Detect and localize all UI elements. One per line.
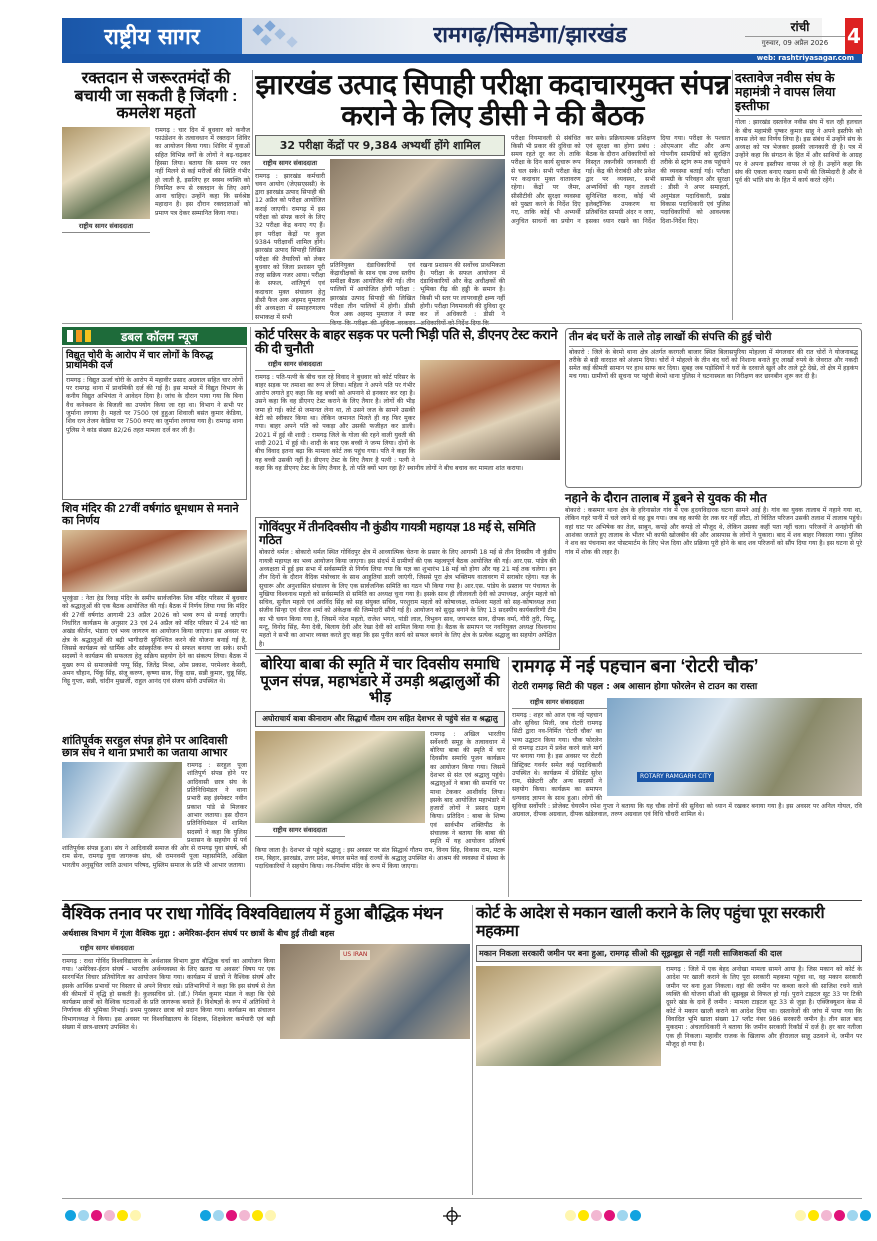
byline: राष्ट्रीय सागर संवाददाता [255, 826, 345, 837]
subheadline: अर्थशास्त्र विभाग में गूंजा वैश्विक मुद्दा : अमेरिका-ईरान संघर्ष पर छात्रों के बीच हुई तीखी बहस [62, 928, 335, 938]
byline: राष्ट्रीय सागर संवाददाता [255, 159, 325, 170]
headline: कोर्ट परिसर के बाहर सड़क पर पत्नी भिड़ी पति से, डीएनए टेस्ट कराने की दी चुनौती [255, 327, 558, 357]
flag-icon [85, 330, 91, 342]
article-body-wrap [62, 944, 470, 1033]
headline: कोर्ट के आदेश से मकान खाली कराने के लिए पहुंचा पूरा सरकारी महकमा [476, 905, 825, 940]
article-sarhul [62, 735, 247, 897]
photo-temple-meeting [62, 530, 247, 592]
article-body-col2: प्रतिनियुक्त दंडाधिकारियों एवं केंद्राधीक्षकों के साथ एक उच्च स्तरीय समीक्षा बैठक आयोजित की गई। तीन पालियों में आयोजित होगी परीक्षा : झारखंड उत्पाद सिपाही की लिखित परीक्षा तीन पालियों में होगी। डीसी फैज अक अहमद मुमताज ने स्पष्ट रखना प्रशासन की सर्वोच्च प्राथमिकता है। परीक्षा के सफल आयोजन में दंडाधिकारियों और केंद्र अधीक्षकों की भूमिका रीढ़ की हड्डी के समान है। किसी भी स्तर पर लापरवाही क्षम्य नहीं होगी। परीक्षा नियमावली की दुविधा दूर कर लें अधिकारी : डीसी ने [330, 261, 505, 319]
article-house-eviction [476, 905, 862, 1195]
headline: गोविंदपुर में तीनदिवसीय नौ कुंडीय गायत्री महायज्ञ 18 मई से, समिति गठित [259, 520, 536, 548]
article-body-wrap [255, 731, 505, 872]
headline: बोरिया बाबा की स्मृति में चार दिवसीय समाधि पूजन संपन्न, महाभंडारे में उमड़ी श्रद्धालुओं की भीड़ [260, 656, 500, 706]
article-left-block [255, 135, 505, 335]
headline: रामगढ़ में नई पहचान बना ‘रोटरी चौक’ [512, 656, 759, 676]
banner-label: डबल कॉलम न्यूज [121, 329, 198, 344]
article-body-wrap [512, 698, 862, 820]
photo-court-dispute [420, 360, 560, 460]
article-house-theft [565, 328, 862, 488]
subheadline: 32 परीक्षा केंद्रों पर 9,384 अभ्यर्थी होंगे शामिल [255, 135, 505, 156]
photo-samadhi-pujan [255, 731, 425, 823]
page-number-badge: 4 [845, 18, 863, 54]
headline: शिव मंदिर की 27वीं वर्षगांठ धूमधाम से मनाने का निर्णय [62, 503, 239, 528]
subheadline: अघोराचार्य बाबा कीनाराम और सिद्धार्थ गौतम राम सहित देशभर से पहुंचे संत व श्रद्धालु [255, 711, 505, 727]
article-body: बोकारो : कसमार थाना क्षेत्र के हरिनासोल गांव में एक हृदयविदारक घटना सामने आई है। गांव का युवक तालाब में नहाने गया था, लेकिन गहरे पानी में चले जाने से वह डूब गया। जब वह काफी देर तक घर नहीं लौटा, तो चिंतित परिजन उसकी तलाश में तालाब पहुंचे। वहां घाट पर अभिषेक का तेल, साबुन, कपड़े और कपड़े तो मौजूद थे, लेकिन उसका कहीं पता नहीं चला। परिजनों ने अनहोनी की आशंका जताते हुए तालाब के भीतर भी काफी खोजबीन की और आसपास के लोगों ने पुकारा। बाद में शव बाहर निकाला गया। पुलिस ने शव का पंचनामा कर पोस्टमार्टम के लिए भेज दिया और प्रक्रिया पूरी होने के बाद शव परिजनों को सौंप दिया गया है। इस घटना से पूरे गांव में शोक की लहर है। [565, 507, 862, 556]
headline: वैश्विक तनाव पर राधा गोविंद विश्वविद्यालय में हुआ बौद्धिक मंथन [62, 904, 443, 923]
edition-city: रांची [790, 20, 810, 34]
subheadline: मकान निकला सरकारी जमीन पर बना हुआ, रामगढ़ सीओ की सूझबूझ से नहीं गली साजिशकर्ता की दाल [476, 945, 862, 962]
article-body: बोकारो थर्मल : बोकारो थर्मल स्थित गोविंदपुर क्षेत्र में आध्यात्मिक चेतना के प्रसार के लिए आगामी 18 मई से तीन दिवसीय नौ कुंडीय गायत्री महायज्ञ का भव्य आयोजन किया जाएगा। इस संदर्भ में ग्रामीणों की एक महत्वपूर्ण बैठक आयोजित की गई। आर.एस. पांडेय की अध्यक्षता में हुई इस सभा में सर्वसम्मति से निर्णय लिया गया कि यज्ञ का शुभारंभ 18 मई को होगा और यह 21 मई तक चलेगा। इन तीन दिनों के दौरान वैदिक मंत्रोच्चार के साथ आहुतियां डाली जाएंगी, जिससे पूरा क्षेत्र भक्तिमय वातावरण में सराबोर रहेगा। यज्ञ के सुचारू और अनुशासित संचालन के लिए एक सार्वजनिक समिति का गठन भी किया गया है। आर.एस. पांडेय के प्रस्ताव पर पंचायत के मुखिया विश्वनाथ महतो को सर्वसम्मति से समिति का अध्यक्ष चुना गया है। इसके साथ ही लीलावती देवी को उपाध्यक्ष, अर्जुन महतो को सचिव, सुनील महतो एवं अरविंद सिंह को सह संयुक्त सचिव, परशुराम महतो को कोषाध्यक्ष, रामेश्वर महतो को सह-कोषाध्यक्ष तथा संजीव सिन्हा एवं धीरज शर्मा को अंकेक्षक की जिम्मेदारी सौंपी गई है। आयोजन को सुदृढ़ बनाने के लिए 13 सदस्यीय कार्यकारिणी टीम का भी चयन किया गया है, जिसमें नरेश महतो, राजेश भगत, पांडी लाल, त्रिभुवन साव, जयभरत साव, दीपक वर्मा, गौरी तुरी, पिन्टू, मन्टू, विनोद सिंह, मैना देवी, बिलाय देवी और रेखा देवी को शामिल किया गया है। बैठक के समापन पर नवनियुक्त अध्यक्ष विश्वनाथ महतो ने सभी का आभार व्यक्त करते हुए कहा कि इस पुनीत कार्य को सफल बनाने के लिए क्षेत्र के प्रत्येक श्रद्धालु का सहयोग अपेक्षित है। [259, 549, 556, 648]
rotary-sign: ROTARY RAMGARH CITY [637, 772, 714, 782]
subheadline: रोटरी रामगढ़ सिटी की पहल : अब आसान होगा फोरलेन से टाउन का रास्ता [512, 681, 758, 692]
article-body: भुरकुंडा : नेता हेड रिवाइ मंदिर के समीप सार्वजनिक शिव मंदिर परिसर में बुधवार को श्रद्धालुओं की एक बैठक आयोजित की गई। बैठक में निर्णय लिया गया कि मंदिर की 27वीं वर्षगांठ आगामी 23 अप्रैल 2026 को भव्य रूप से मनाई जाएगी। निर्धारित कार्यक्रम के अनुसार 23 एवं 24 अप्रैल को मंदिर परिसर में 24 घंटे का अखंड कीर्तन, भंडारा एवं भव्य जागरण का आयोजन किया जाएगा। इस अवसर पर क्षेत्र के श्रद्धालुओं की बढ़ी भागीदारी सुनिश्चित करने की योजना बनाई गई है, जिससे कार्यक्रम को धार्मिक और सांस्कृतिक रूप से सफल बनाया जा सके। सभी सदस्यों ने कार्यक्रम की सफलता हेतु सक्रिय सहयोग देने का संकल्प लिया। बैठक में मुख्य रूप से समाजसेवी पप्पू सिंह, जितेंद्र मिश्रा, ओम प्रकाश, परमेश्वर केसरी, अमन चौहान, पिंकू सिंह, संजू करुण, कृष्णा साव, रिंकू दास, सन्नी कुमार, चुन्नू सिंह, विट्टू गुप्ता, सन्नी, चांदीन मुखर्जी, राहुल आनंद एवं संजय सोनी उपस्थित थे। [62, 595, 247, 686]
article-body-col3: परीक्षा नियमावली से संबंधित किसी भी प्रकार की दुविधा को समय रहते दूर कर लें। ताकि परीक्षा के दिन कार्य सुचारू रूप से चल सके। सभी परीक्षा केंद्र पर कदाचार मुक्त वातावरण रहेगा। केंद्रों पर जैमर, सीसीटीवी और सुरक्षा व्यवस्था को पुख्ता करने के निर्देश दिए गए, ताकि कोई भी अभ्यर्थी अनुचित साधनों का प्रयोग न कर सके। प्रक्रियात्मक प्रशिक्षण एवं सुरक्षा का होगा प्रबंध : बैठक के दौरान अधिकारियों को विस्तृत तकनीकी जानकारी दी गई। केंद्र की घेराबंदी और प्रवेश द्वार पर व्यवस्था, सभी अभ्यर्थियों की गहन तलाशी सुनिश्चित करना, कोई भी इलेक्ट्रॉनिक उपकरण या प्रतिबंधित सामग्री अंदर न जाए, इसका ध्यान रखने का निर्देश दिया गया। परीक्षा के पश्चात ओएमआर शीट और अन्य गोपनीय सामग्रियों को सुरक्षित तरीके से स्ट्रांग रूम तक पहुंचाने की व्यवस्था बताई गई। परीक्षा सामग्री के परिवहन और सुरक्षा : डीसी ने अपर समाहर्ता, अनुमंडल पदाधिकारी, प्रखंड विकास पदाधिकारी एवं पुलिस पदाधिकारियों को आवश्यक दिशा-निर्देश दिए। [511, 134, 730, 225]
article-body: रामगढ़ : शहर को आज एक नई पहचान और सुविधा मिली, जब रोटरी रामगढ़ सिटी द्वारा नव-निर्मित 'रोटरी चौक' का भव्य उद्घाटन किया गया। चौक फोरलेन से रामगढ़ टाउन में प्रवेश करने वाले मार्ग पर बनाया गया है। इस अवसर पर रोटरी डिस्ट्रिक्ट गवर्नर समेत कई पदाधिकारी उपस्थित थे। कार्यक्रम में प्रेसिडेंट सुरेश राम, सेक्रेटरी और अन्य सदस्यों ने सहयोग किया। कार्यक्रम का समापन धन्यवाद ज्ञापन के साथ हुआ। लोगों की सुविधा सर्वोपरि : प्रोजेक्ट चेयरमैन रमेश गुप्ता ने बताया कि यह चौक लोगों की सुविधा को ध्यान में रखकर बनाया गया है। इस अवसर पर अनिल गोयल, रवि अग्रवाल, दीपक अग्रवाल, दीपक खंडेलवाल, तरुण अग्रवाल एवं विधि चौधरी शामिल थे। [512, 711, 862, 819]
lead-headline: झारखंड उत्पाद सिपाही परीक्षा कदाचारमुक्त संपन्न कराने के लिए डीसी ने की बैठक [255, 69, 730, 131]
byline: राष्ट्रीय सागर संवाददाता [512, 698, 862, 709]
article-body: रामगढ़ : अखिल भारतीय सर्वेश्वरी समूह के तत्वावधान में बोरिया बाबा की स्मृति में चार दिवसीय समाधि पूजन कार्यक्रम का आयोजन किया गया। जिसमें देशभर से संत एवं श्रद्धालु पहुंचे। श्रद्धालुओं ने बाबा की समाधि पर माथा टेककर आशीर्वाद लिया। इसके बाद आयोजित महाभंडारे में हजारों लोगों ने प्रसाद ग्रहण किया। प्रतिदिन : बाबा के शिष्य एवं सार्वभौम शक्तिपीठ के संचालक ने बताया कि बाबा की स्मृति में यह आयोजन प्रतिवर्ष किया जाता है। देशभर से पहुंचे श्रद्धालु : इस अवसर पर संत सिद्धार्थ गौतम राम, विनय सिंह, विकास राम, मटरू राम, बिहार, झारखंड, उत्तर प्रदेश, बंगाल समेत कई राज्यों के श्रद्धालु उपस्थित थे। आश्रम की व्यवस्था में संस्था के पदाधिकारियों ने सहयोग किया। नव-निर्माण मंदिर के रूप में किया जाएगा। [255, 730, 505, 871]
photo-block [255, 731, 425, 840]
article-body-wrap [476, 966, 862, 1049]
byline: राष्ट्रीय सागर संवाददाता [62, 222, 150, 233]
article-shiv-temple [62, 503, 247, 733]
article-blood-donation [62, 70, 250, 322]
column-2 [330, 159, 505, 328]
newspaper-logo: राष्ट्रीय सागर [62, 18, 242, 54]
article-resignation [735, 72, 862, 322]
headline: दस्तावेज नवीस संघ के महामंत्री ने वापस लिया इस्तीफा [735, 72, 862, 116]
article-boriya-baba [255, 657, 505, 897]
registration-mark-icon [443, 1207, 461, 1225]
photo-block [62, 127, 150, 236]
byline: राष्ट्रीय सागर संवाददाता [255, 360, 335, 371]
website-link[interactable]: web: rashtriyasagar.com [62, 54, 862, 63]
article-body: रामगढ़ : राधा गोविंद विश्वविद्यालय के अर्थशास्त्र विभाग द्वारा बौद्धिक चर्चा का आयोजन किया गया। 'अमेरिका-ईरान संघर्ष - भारतीय अर्थव्यवस्था के लिए खतरा या अवसर' विषय पर एक सारगर्भित विचार प्रतियोगिता का आयोजन किया गया। कार्यक्रम में छात्रों ने वैश्विक संघर्ष और इसके आर्थिक प्रभावों पर विस्तार से अपने विचार रखे। प्रतिभागियों ने कहा कि इस संघर्ष से तेल की कीमतों में वृद्धि हो सकती है। कुलसचिव प्रो. (डॉ.) निर्मल कुमार मंडल ने कहा कि ऐसे कार्यक्रम छात्रों को वैश्विक घटनाओं के प्रति जागरूक बनाते हैं। विशेषज्ञों के रूप में अतिथियों ने निर्णायक की भूमिका निभाई। प्रथम पुरस्कार छात्रा को प्रदान किया गया। कार्यक्रम का संचालन विभागाध्यक्ष ने किया। इस अवसर पर विश्वविद्यालय के शिक्षक, शिक्षकेतर कर्मचारी एवं बड़ी संख्या में छात्र-छात्राएं उपस्थित थे। [62, 957, 275, 1032]
article-body: गोला : झारखंड दस्तावेज नवीस संघ में चल रही हलचल के बीच महामंत्री पुष्कर कुमार साहू ने अपने इस्तीफे को वापस लेने का निर्णय लिया है। इस संबंध में उन्होंने संघ के अध्यक्ष को पत्र भेजकर इसकी जानकारी दी है। पत्र में उन्होंने कहा कि संगठन के हित में और साथियों के आग्रह पर वे अपना इस्तीफा वापस ले रहे हैं। उन्होंने कहा कि संघ की एकता बनाए रखना सभी की जिम्मेदारी है और वे पूर्व की भांति संघ के हित में कार्य करते रहेंगे। [735, 119, 862, 185]
article-body-col1: रामगढ़ : झारखंड कर्मचारी चयन आयोग (जेएसएससी) के द्वारा झारखंड उत्पाद सिपाही की 12 अप्रैल को परीक्षा आयोजित कराई जाएगी। रामगढ़ में इस परीक्षा को संपन्न करने के लिए 32 परीक्षा केंद्र बनाए गए हैं। इन परीक्षा केंद्रों पर कुल 9384 परीक्षार्थी शामिल होंगे। झारखंड उत्पाद सिपाही लिखित परीक्षा की तैयारियों को लेकर बुधवार को जिला प्रशासन पूरी तरह सक्रिय नजर आया। परीक्षा के सफल, शांतिपूर्ण एवं कदाचार मुक्त संचालन हेतु डीसी फैज अक अहमद मुमताज की अध्यक्षता में समाहरणालय सभाकक्ष में सभी [255, 172, 325, 321]
article-body-wrap [255, 360, 560, 474]
banner-sign: US IRAN [340, 950, 370, 960]
headline: नहाने के दौरान तालाब में डूबने से युवक की मौत [565, 491, 767, 505]
section-title: रामगढ़/सिमडेगा/झारखंड [433, 23, 627, 48]
flag-icon [76, 330, 82, 342]
headline: रक्तदान से जरूरतमंदों की बचायी जा सकती है जिंदगी : कमलेश महतो [74, 70, 238, 123]
article-left-columns [255, 159, 505, 328]
article-body: रामगढ़ : सरहुल पूजा शांतिपूर्ण संपन्न होने पर आदिवासी छात्र संघ के प्रतिनिधिमंडल ने थाना प्रभारी सह इंस्पेक्टर नवीन प्रकाश पांडे से मिलकर आभार जताया। इस दौरान प्रतिनिधिमंडल में शामिल सदस्यों ने कहा कि पुलिस प्रशासन के सहयोग से पर्व शांतिपूर्वक संपन्न हुआ। संघ ने आदिवासी समाज की ओर से रामगढ़ युवा संघर्ष, श्री राम सेना, रामगढ़ युवा जागरूक संघ, श्री रामनवमी पूजा महासमिति, अखिल भारतीय अनुसूचित जाति उत्थान परिषद, मुस्लिम समाज के प्रति भी आभार जताया। [62, 762, 247, 869]
byline: राष्ट्रीय सागर संवाददाता [62, 944, 152, 955]
double-column-news-banner [62, 327, 247, 345]
article-body: रामगढ़ : विद्युत ऊर्जा चोरी के आरोप में महावीर प्रसाद अग्रवाल सहित चार लोगों पर रामगढ़ थाना में प्राथमिकी दर्ज की गई है। इस मामले में विद्युत विभाग के कनीय विद्युत अभियंता ने आवेदन दिया है। जांच के दौरान पाया गया कि बिना वैध कनेक्शन के बिजली का उपयोग किया जा रहा था। विभाग ने सभी पर जुर्माना लगाया है। महतो पर 7500 एवं हुहुआ शिवाजी बसंत कुमार केडिया, शिव रत्न तेजन केडिया पर 7500 रुपए का जुर्माना लगाया गया है। रामगढ़ थाना पुलिस ने कांड संख्या 82/26 तहत मामला दर्ज कर ली है। [66, 376, 243, 434]
article-gayatri-yagya [255, 517, 560, 650]
article-body: रामगढ़ : चार दिन में बुधवार को कनौज फाउंडेशन के तत्वावधान में रक्तदान शिविर का आयोजन किया गया। शिविर में युवाओं सहित विभिन्न वर्गों के लोगों ने बढ़-चढ़कर हिस्सा लिया। बताया कि समय पर रक्त नहीं मिलने से कई मरीजों की स्थिति गंभीर हो जाती है, इसलिए हर स्वस्थ व्यक्ति को नियमित रूप से रक्तदान के लिए आगे आना चाहिए। उन्होंने कहा कि सर्वश्रेष्ठ महादान है। इस दौरान रक्तदाताओं को प्रमाण पत्र देकर सम्मानित किया गया। [155, 126, 250, 217]
article-body: रामगढ़ : जिले में एक बेहद अनोखा मामला सामने आया है। जिस मकान को कोर्ट के आदेश पर खाली कराने के लिए पूरा सरकारी महकमा पहुंचा था, वह मकान सरकारी जमीन पर बना हुआ निकला। वहां की जमीन पर कब्जा करने की साजिश रचने वाले व्यक्ति की योजना सीओ की सूझबूझ से विफल हो गई। पुराने टाइटल सूट 33 पर टिकी दूसरे खंड के दावे हैं जमीन : मामला टाइटल सूट 33 से जुड़ा है। एक्जिक्यूशन केस में कोर्ट ने मकान खाली कराने का आदेश दिया था। दस्तावेजों की जांच में पाया गया कि विवादित भूमि खाता संख्या 17 प्लॉट नंबर 986 सरकारी जमीन है। तीन साल बाद मुकदमा : अंचलाधिकारी ने बताया कि जमीन सरकारी रिकॉर्ड में दर्ज है। हर बार नतीजा एक ही निकला। महावीर राजक के खिलाफ और हीरालाल साहू उठवाने थे, जमीन पर मौजूद हो गया है। [666, 966, 862, 1048]
photo-eviction-site [476, 966, 661, 1066]
photo-dc-meeting [330, 159, 505, 259]
photo-rotary-chowk [607, 698, 862, 796]
headline: तीन बंद घरों के ताले तोड़ लाखों की संपत्ति की हुई चोरी [569, 332, 858, 347]
headline: विद्युत चोरी के आरोप में चार लोगों के विरुद्ध प्राथमिकी दर्ज [66, 351, 243, 375]
article-body-wrap [62, 762, 247, 870]
article-body: बोकारो : जिले के बेरमो थाना क्षेत्र अंतर्गत करगली बाजार स्थित बिलासपुरिया मोहल्ला में मंगलवार की रात चोरों ने योजनाबद्ध तरीके से बड़ी वारदात को अंजाम दिया। चोरों ने मोहल्ले के तीन बंद घरों को निशाना बनाते हुए लाखों रुपये के जेवरात और नकदी समेत कई कीमती सामान पर हाथ साफ कर दिया। सुबह जब पड़ोसियों ने घरों के दरवाजे खुले और ताले टूटे देखे, तो क्षेत्र में हड़कंप मच गया। ग्रामीणों की सूचना पर पहुंची बेरमो थाना पुलिस ने घटनास्थल का निरीक्षण कर छानबीन शुरू कर दी है। [569, 348, 858, 381]
decorative-dots-icon [250, 22, 310, 50]
article-body: रामगढ़ : पति-पत्नी के बीच चल रहे विवाद ने बुधवार को कोर्ट परिसर के बाहर सड़क पर तमाशा का रूप ले लिया। महिला ने अपने पति पर गंभीर आरोप लगाते हुए कहा कि वह बच्ची को अपनाने से इनकार कर रहा है। उसने कहा कि वह डीएनए टेस्ट कराने के लिए तैयार है। लोगों की भीड़ जमा हो गई। कोर्ट से जमानत लेना था, तो उसने जज के सामने उसकी बेटी को स्वीकार किया था। लेकिन जमानत मिलते ही वह फिर मुकर गया। बाहर अपने पति को पकड़ा और उसकी फजीहत कर डाली। 2021 में हुई थी शादी : रामगढ़ जिले के गोला की रहने वाली युवती की शादी 2021 में हुई थी। शादी के बाद एक बच्ची ने जन्म लिया। दोनों के बीच विवाद इतना बढ़ा कि मामला कोर्ट तक पहुंच गया। पति ने कहा कि वह बच्ची उसकी नहीं है। डीएनए टेस्ट के लिए तैयार है पत्नी : पत्नी ने कहा कि वह डीएनए टेस्ट के लिए तैयार है, तो पति क्यों भाग रहा है? स्थानीय लोगों ने बीच बचाव कर मामला शांत कराया। [255, 373, 524, 472]
article-content [255, 135, 730, 335]
flag-icon [67, 330, 73, 342]
photo-sarhul-delegation [62, 762, 182, 838]
article-power-theft [62, 347, 247, 500]
article-drowning [565, 492, 862, 652]
edition-date: गुरुवार, 09 अप्रैल 2026 [745, 36, 845, 48]
article-court-dna [255, 328, 560, 513]
article-rotary-chowk [512, 657, 862, 897]
photo-university-debate [280, 944, 470, 1039]
photo-blood-camp [62, 127, 150, 219]
column-1 [255, 159, 325, 328]
article-global-tension [62, 905, 470, 1195]
article-exam-meeting [255, 70, 730, 322]
article-body-wrap [62, 126, 250, 230]
headline: शांतिपूर्वक सरहुल संपन्न होने पर आदिवासी छात्र संघ ने थाना प्रभारी का जताया आभार [62, 735, 228, 760]
